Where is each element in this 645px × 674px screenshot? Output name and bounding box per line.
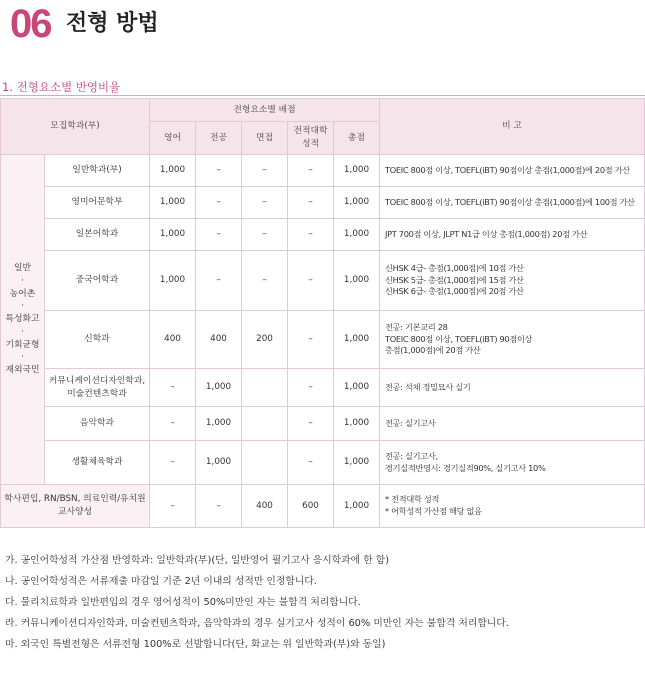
row-dept: 중국어학과 <box>45 251 150 311</box>
row-dept: 일반학과(부) <box>45 155 150 187</box>
row-remarks: TOEIC 800점 이상, TOEFL(iBT) 90점이상 총점(1,000점)에 20점 가산 <box>380 155 645 187</box>
row-dept: 학사편입, RN/BSN, 의료인력/유치원교사양성 <box>1 485 150 528</box>
row-remarks: 전공: 석채 정밀묘사 실기 <box>380 369 645 407</box>
table-row: 일반 · 농어촌 · 특성화고 · 기회균형 · 재외국민 일반학과(부) 1,000 – – – 1,000 TOEIC 800점 이상, TOEFL(iBT) 90점이상 총점(1,000점)에 20점 가산 <box>1 155 645 187</box>
table-row: 일본어학과 1,000 – – – 1,000 JPT 700점 이상, JLPT N1급 이상 총점(1,000점) 20점 가산 <box>1 219 645 251</box>
score-table <box>0 98 645 528</box>
row-remarks: 전공: 기본교리 28 TOEIC 800점 이상, TOEFL(iBT) 90점이상 총점(1,000점)에 20점 가산 <box>380 311 645 369</box>
note-item: 다. 물리치료학과 일반편입의 경우 영어성적이 50%미만인 자는 불합격 처리합니다. <box>5 597 361 608</box>
table-row: 커뮤니케이션디자인학과, 미술컨텐츠학과 – 1,000 – 1,000 전공: 석채 정밀묘사 실기 <box>1 369 645 407</box>
header-english: 영어 <box>150 122 196 155</box>
table-row: 생활체육학과 – 1,000 – 1,000 전공: 실기고사, 경기실적반영시: 경기실적90%, 실기고사 10% <box>1 441 645 485</box>
header-major: 전공 <box>196 122 242 155</box>
row-dept: 음악학과 <box>45 407 150 441</box>
row-dept: 영미어문학부 <box>45 187 150 219</box>
row-remarks: 전공: 실기고사, 경기실적반영시: 경기실적90%, 실기고사 10% <box>380 441 645 485</box>
row-remarks: JPT 700점 이상, JLPT N1급 이상 총점(1,000점) 20점 가산 <box>380 219 645 251</box>
page-title: 전형 방법 <box>66 11 159 36</box>
note-item: 마. 외국인 특별전형은 서류전형 100%로 선발합니다(단, 화교는 위 일반학과(부)와 동일) <box>5 639 386 650</box>
admission-type-label: 일반 · 농어촌 · 특성화고 · 기회균형 · 재외국민 <box>1 155 45 485</box>
header-dept: 모집학과(부) <box>1 99 150 155</box>
row-remarks: 전공: 실기고사 <box>380 407 645 441</box>
header-group: 전형요소별 배점 <box>150 99 380 122</box>
header-prev-grade: 전적대학 성적 <box>288 122 334 155</box>
row-dept: 일본어학과 <box>45 219 150 251</box>
note-item: 나. 공인어학성적은 서류제출 마감일 기준 2년 이내의 성적만 인정합니다. <box>5 576 317 587</box>
note-item: 라. 커뮤니케이션디자인학과, 미술컨텐츠학과, 음악학과의 경우 실기고사 성적이 60% 미만인 자는 불합격 처리합니다. <box>5 618 509 629</box>
section-number: 06 <box>10 2 51 46</box>
table-row: 학사편입, RN/BSN, 의료인력/유치원교사양성 – – 400 600 1,000 * 전적대학 성적 * 어학성적 가산점 해당 없음 <box>1 485 645 528</box>
row-remarks: * 전적대학 성적 * 어학성적 가산점 해당 없음 <box>380 485 645 528</box>
row-remarks: TOEIC 800점 이상, TOEFL(iBT) 90점이상 총점(1,000점)에 100점 가산 <box>380 187 645 219</box>
table-row: 신학과 400 400 200 – 1,000 전공: 기본교리 28 TOEIC 800점 이상, TOEFL(iBT) 90점이상 총점(1,000점)에 20점 가산 <box>1 311 645 369</box>
table-row: 중국어학과 1,000 – – – 1,000 신HSK 4급- 총점(1,000점)에 10점 가산 신HSK 5급- 총점(1,000점)에 15점 가산 신HSK 6급- 총점(1,000점)에 20점 가산 <box>1 251 645 311</box>
notes-list <box>5 553 509 658</box>
row-dept: 커뮤니케이션디자인학과, 미술컨텐츠학과 <box>45 369 150 407</box>
table-row: 음악학과 – 1,000 – 1,000 전공: 실기고사 <box>1 407 645 441</box>
section-divider <box>0 95 645 96</box>
subsection-title: 1. 전형요소별 반영비율 <box>2 80 121 94</box>
row-remarks: 신HSK 4급- 총점(1,000점)에 10점 가산 신HSK 5급- 총점(1,000점)에 15점 가산 신HSK 6급- 총점(1,000점)에 20점 가산 <box>380 251 645 311</box>
header-interview: 면접 <box>242 122 288 155</box>
row-dept: 신학과 <box>45 311 150 369</box>
table-row: 영미어문학부 1,000 – – – 1,000 TOEIC 800점 이상, TOEFL(iBT) 90점이상 총점(1,000점)에 100점 가산 <box>1 187 645 219</box>
header-remarks: 비 고 <box>380 99 645 155</box>
row-dept: 생활체육학과 <box>45 441 150 485</box>
header-total: 총점 <box>334 122 380 155</box>
note-item: 가. 공인어학성적 가산점 반영학과: 일반학과(부)(단, 일반영어 필기고사 응시학과에 한 함) <box>5 555 390 566</box>
